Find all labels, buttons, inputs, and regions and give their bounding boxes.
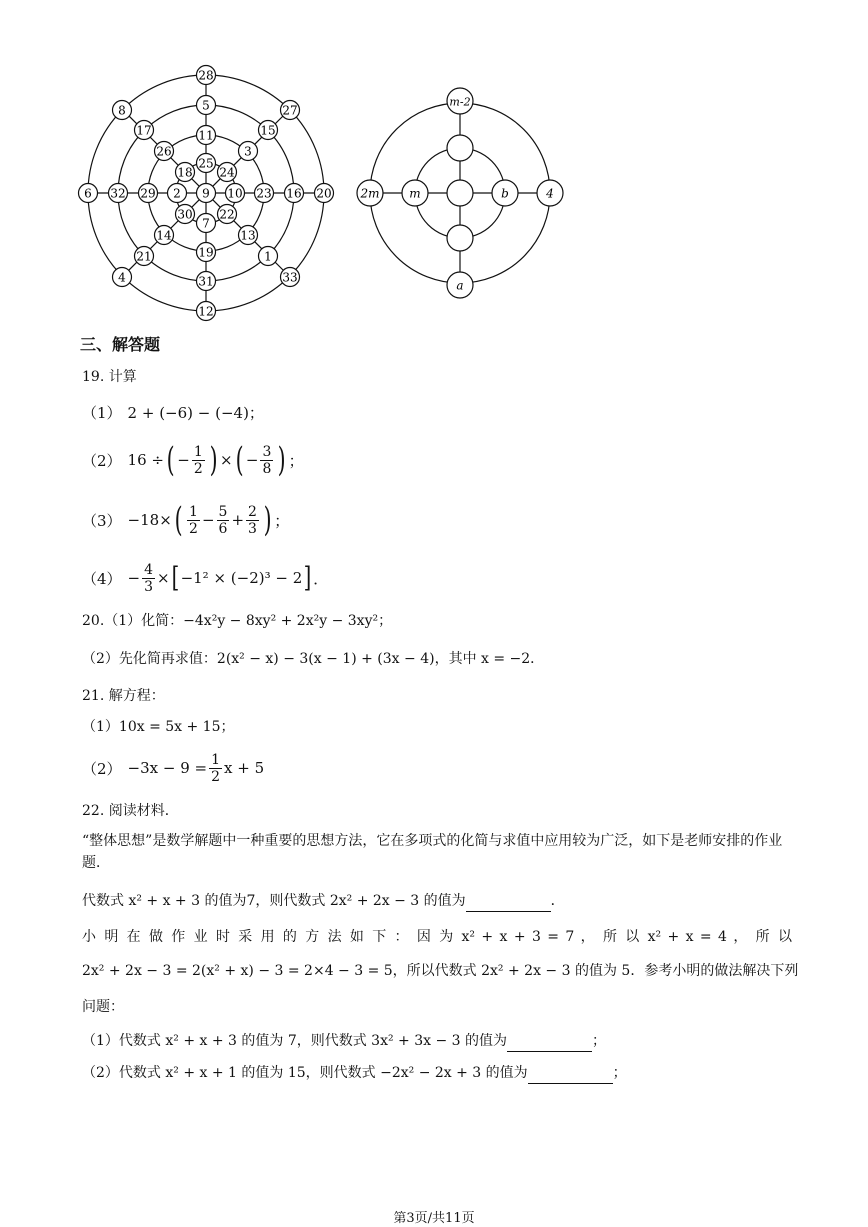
diagram-node-label: 10 [227,186,243,201]
q20-part1: 20.（1）化简：−4x²y − 8xy² + 2x²y − 3xy²； [82,613,393,629]
q21-part2: （2） −3x − 9 = $\frac{1}{2}$ x + 5 [82,751,265,785]
diagram-node-label: 32 [110,186,126,201]
page-footer: 第3页/共11页 [393,1211,475,1226]
diagram-node-label: 15 [260,123,276,138]
q22-line1: 代数式 x² + x + 3 的值为7，则代数式 2x² + 2x − 3 的值为 ． [82,890,565,912]
diagram-node-label: m [409,186,421,201]
diagram-node-label: 4 [546,186,554,201]
q20-part2: （2）先化简再求值：2(x² − x) − 3(x − 1) + (3x − 4)，其中 x = −2． [82,651,545,667]
diagram-node [447,135,473,161]
q22-line3: 2x² + 2x − 3 = 2(x² + x) − 3 = 2×4 − 3 = 5，所以代数式 2x² + 2x − 3 的值为 5．参考小明的做法解决下列 [82,963,799,979]
fraction: $\frac{1}{2}$ [189,503,198,537]
diagram-node-label: 1 [264,249,272,264]
q22-paragraph: “整体思想”是数学解题中一种重要的思想方法，它在多项式的化简与求值中应用较为广泛，如下是老师安排的作业题． [82,833,783,871]
q19-part1-expr: 2 + (−6) − (−4)； [127,403,264,422]
answer-blank [466,897,551,912]
diagram-node-label: 14 [156,228,172,243]
diagram-node-label: 17 [136,123,152,138]
fraction: $\frac{5}{6}$ [218,503,228,537]
q19-part3: （3） −18× ( $\frac{1}{2}$ − $\frac{5}{6}$ + $\frac{2}{3}$ ) ； [82,500,290,540]
diagram-node-label: 5 [202,98,210,113]
q21-part1: （1）10x = 5x + 15； [82,719,235,735]
diagram-node-label: 9 [202,186,210,201]
diagram-node-label: a [456,278,464,293]
diagram-node-label: 22 [219,207,235,222]
diagram-node-label: 2 [173,186,181,201]
diagram-node-label: 18 [177,165,193,180]
diagram-node-label: m-2 [449,95,471,109]
diagram-node-label: 23 [256,186,272,201]
diagram-node-label: 3 [244,144,252,159]
concentric-number-diagram [70,60,345,325]
diagram-node-label: 25 [198,156,214,171]
diagram-node-label: 26 [156,144,172,159]
fraction: $\frac{2}{3}$ [248,503,257,537]
diagram-node-label: 12 [198,304,214,319]
diagram-node-label: 6 [84,186,92,201]
fraction: $\frac{4}{3}$ [144,561,154,595]
cross-circle-diagram [350,85,575,300]
diagram-node-label: 27 [282,103,298,118]
q22-sub1: （1）代数式 x² + x + 3 的值为 7，则代数式 3x² + 3x − 3 的值为 ； [82,1030,606,1052]
fraction: $\frac{1}{2}$ [211,751,221,785]
fraction: $\frac{3}{8}$ [262,443,272,477]
diagram-node [447,180,473,206]
q19-part4: （4） − $\frac{4}{3}$ × [ −1² × (−2)³ − 2 ] ． [82,561,329,595]
answer-blank [528,1069,613,1084]
q22-title: 22. 阅读材料． [82,803,179,819]
diagram-node-label: 2m [360,186,380,201]
q19-title: 19. 计算 [82,369,137,385]
diagram-node-label: 30 [177,207,193,222]
diagram-node-label: 21 [136,249,152,264]
section-header: 三、解答题 [80,335,161,354]
diagram-node-label: 16 [286,186,302,201]
diagram-node-label: 7 [202,216,210,231]
diagram-node-label: 33 [282,270,298,285]
diagram-node-label: 8 [118,103,126,118]
q22-line4: 问题： [82,999,124,1015]
diagram-node-label: 13 [240,228,256,243]
diagram-node-label: 24 [219,165,235,180]
q22-line2: 小 明 在 做 作 业 时 采 用 的 方 法 如 下 ： 因 为 x² + x + 3 = 7 ， 所 以 x² + x = 4 ， 所 以 [82,929,792,945]
diagram-node-label: b [501,186,509,201]
answer-blank [507,1037,592,1052]
diagram-node-label: 11 [198,128,214,143]
diagram-node-label: 28 [198,68,214,83]
fraction: $\frac{1}{2}$ [193,443,203,477]
q19-part2: （2） 16 ÷ ( − $\frac{1}{2}$ ) × ( − $\frac{3}{8}$ ) ； [82,440,304,480]
q22-sub2: （2）代数式 x² + x + 1 的值为 15，则代数式 −2x² − 2x + 3 的值为 ； [82,1062,627,1084]
diagram-node-label: 20 [316,186,332,201]
q21-title: 21. 解方程： [82,688,165,704]
diagram-node-label: 29 [140,186,156,201]
diagram-node-label: 19 [198,245,214,260]
q19-part1: （1） 2 + (−6) − (−4)； [82,403,264,422]
diagram-node [447,225,473,251]
diagram-node-label: 4 [118,270,126,285]
diagram-node-label: 31 [198,274,214,289]
